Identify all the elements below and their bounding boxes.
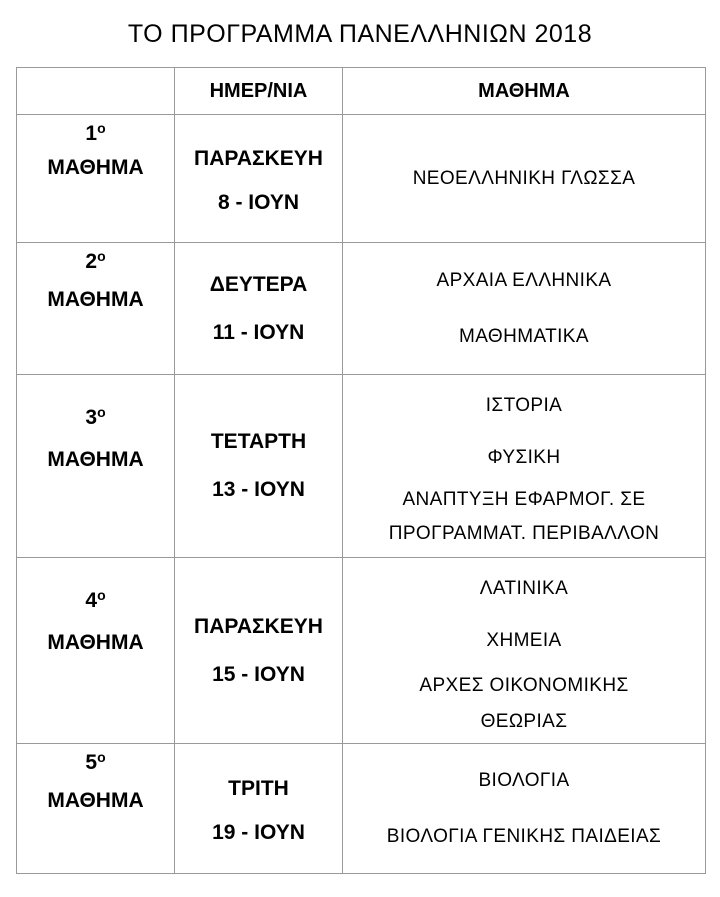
date-cell <box>175 558 343 744</box>
subjects-cell <box>343 243 706 375</box>
lesson-word: ΜΑΘΗΜΑ <box>47 288 144 311</box>
lesson-word: ΜΑΘΗΜΑ <box>47 156 144 179</box>
subjects-cell <box>343 115 706 243</box>
day-date: 8 - ΙΟΥΝ <box>217 190 300 214</box>
subjects-cell <box>343 744 706 874</box>
table-header-row <box>17 68 706 115</box>
day-name: ΠΑΡΑΣΚΕΥΗ <box>194 146 323 170</box>
subjects-cell <box>343 558 706 744</box>
day-date: 11 - ΙΟΥΝ <box>212 320 305 344</box>
lesson-number-cell <box>17 115 175 243</box>
subject-item: ΧΗΜΕΙΑ <box>486 629 562 651</box>
lesson-number: $3^o$ <box>85 404 106 429</box>
lesson-number-cell <box>17 375 175 558</box>
day-name: ΔΕΥΤΕΡΑ <box>209 272 308 296</box>
day-date: 13 - ΙΟΥΝ <box>212 478 305 501</box>
header-cell-subject <box>343 68 706 115</box>
table-row <box>17 243 706 375</box>
day-name: ΤΕΤΑΡΤΗ <box>210 430 307 453</box>
lesson-number: $2^o$ <box>85 248 106 273</box>
header-date-label: ΗΜΕΡ/ΝΙΑ <box>209 79 308 102</box>
lesson-number-cell <box>17 558 175 744</box>
subject-item: ΑΡΧΕΣ ΟΙΚΟΝΟΜΙΚΗΣ <box>419 674 629 696</box>
subject-item: ΒΙΟΛΟΓΙΑ <box>478 769 570 791</box>
subject-item: ΑΝΑΠΤΥΞΗ ΕΦΑΡΜΟΓ. ΣΕ <box>402 489 646 510</box>
exam-schedule-table <box>16 67 706 874</box>
header-cell-date <box>175 68 343 115</box>
subject-item: ΘΕΩΡΙΑΣ <box>480 710 568 732</box>
table-row <box>17 744 706 874</box>
subject-item: ΒΙΟΛΟΓΙΑ ΓΕΝΙΚΗΣ ΠΑΙΔΕΙΑΣ <box>386 825 662 847</box>
header-cell-empty <box>17 68 175 115</box>
date-cell <box>175 115 343 243</box>
table-row <box>17 115 706 243</box>
day-name: ΤΡΙΤΗ <box>228 776 289 800</box>
lesson-number-cell <box>17 744 175 874</box>
table-row <box>17 558 706 744</box>
table-row <box>17 375 706 558</box>
page-title: ΤΟ ΠΡΟΓΡΑΜΜΑ ΠΑΝΕΛΛΗΝΙΩΝ 2018 <box>127 20 593 48</box>
subject-item: ΑΡΧΑΙΑ ΕΛΛΗΝΙΚΑ <box>436 269 612 291</box>
date-cell <box>175 243 343 375</box>
day-name: ΠΑΡΑΣΚΕΥΗ <box>194 614 323 638</box>
day-date: 15 - ΙΟΥΝ <box>212 662 305 686</box>
day-date: 19 - ΙΟΥΝ <box>212 820 305 844</box>
date-cell <box>175 375 343 558</box>
subject-item: ΝΕΟΕΛΛΗΝΙΚΗ ΓΛΩΣΣΑ <box>412 167 636 189</box>
lesson-word: ΜΑΘΗΜΑ <box>47 789 144 812</box>
lesson-number-cell <box>17 243 175 375</box>
subject-item: ΜΑΘΗΜΑΤΙΚΑ <box>459 325 589 347</box>
subject-item: ΛΑΤΙΝΙΚΑ <box>479 577 569 599</box>
subject-item: ΙΣΤΟΡΙΑ <box>485 395 563 416</box>
lesson-number: $4^o$ <box>85 587 106 612</box>
header-subject-label: ΜΑΘΗΜΑ <box>478 79 570 102</box>
subjects-cell <box>343 375 706 558</box>
lesson-word: ΜΑΘΗΜΑ <box>47 448 144 471</box>
lesson-number: $5^o$ <box>85 749 106 774</box>
lesson-number: $1^o$ <box>85 120 106 145</box>
subject-item: ΠΡΟΓΡΑΜΜΑΤ. ΠΕΡΙΒΑΛΛΟΝ <box>388 523 660 544</box>
subject-item: ΦΥΣΙΚΗ <box>487 447 561 468</box>
date-cell <box>175 744 343 874</box>
lesson-word: ΜΑΘΗΜΑ <box>47 631 144 654</box>
